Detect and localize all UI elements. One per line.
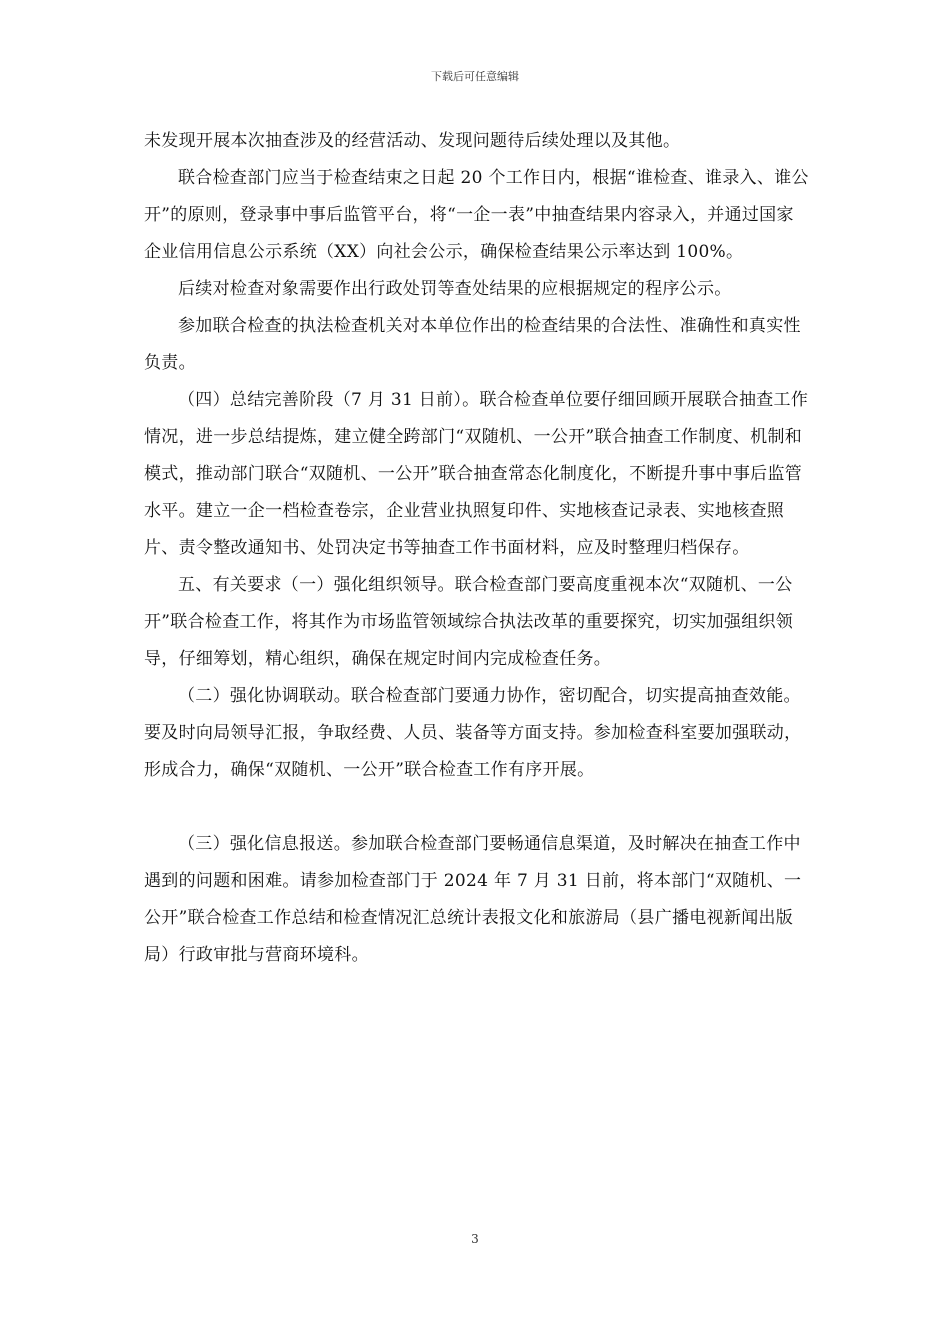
paragraph-5: （四）总结完善阶段（7 月 31 日前）。联合检查单位要仔细回顾开展联合抽查工作情况，进一步总结提炼，建立健全跨部门“双随机、一公开”联合抽查工作制度、机制和模式，推动部门联合“双随机、一公开”联合抽查常态化制度化，不断提升事中事后监管水平。建立一企一档检查卷宗，企业营业执照复印件、实地核查记录表、实地核查照片、责令整改通知书、处罚决定书等抽查工作书面材料，应及时整理归档保存。 bbox=[144, 390, 809, 558]
page-number: 3 bbox=[471, 1232, 479, 1246]
page-header: 下载后可任意编辑 bbox=[431, 70, 519, 83]
paragraph-3: 后续对检查对象需要作出行政处罚等查处结果的应根据规定的程序公示。 bbox=[178, 279, 732, 299]
paragraph-2: 联合检查部门应当于检查结束之日起 20 个工作日内，根据“谁检查、谁录入、谁公开”的原则，登录事中事后监管平台，将“一企一表”中抽查结果内容录入，并通过国家企业信用信息公示系统（XX）向社会公示，确保检查结果公示率达到 100%。 bbox=[144, 168, 809, 262]
paragraph-8: （三）强化信息报送。参加联合检查部门要畅通信息渠道，及时解决在抽查工作中遇到的问题和困难。请参加检查部门于 2024 年 7 月 31 日前，将本部门“双随机、一公开”联合检查工作总结和检查情况汇总统计表报文化和旅游局（县广播电视新闻出版局）行政审批与营商环境科。 bbox=[144, 834, 802, 965]
paragraph-7: （二）强化协调联动。联合检查部门要通力协作，密切配合，切实提高抽查效能。要及时向局领导汇报，争取经费、人员、装备等方面支持。参加检查科室要加强联动，形成合力，确保“双随机、一公开”联合检查工作有序开展。 bbox=[144, 686, 802, 780]
paragraph-4: 参加联合检查的执法检查机关对本单位作出的检查结果的合法性、准确性和真实性负责。 bbox=[144, 316, 801, 373]
document-body bbox=[144, 123, 810, 974]
paragraph-6: 五、有关要求（一）强化组织领导。联合检查部门要高度重视本次“双随机、一公开”联合检查工作，将其作为市场监管领域综合执法改革的重要探究，切实加强组织领导，仔细筹划，精心组织，确保在规定时间内完成检查任务。 bbox=[144, 575, 794, 669]
paragraph-1: 未发现开展本次抽查涉及的经营活动、发现问题待后续处理以及其他。 bbox=[144, 131, 681, 151]
